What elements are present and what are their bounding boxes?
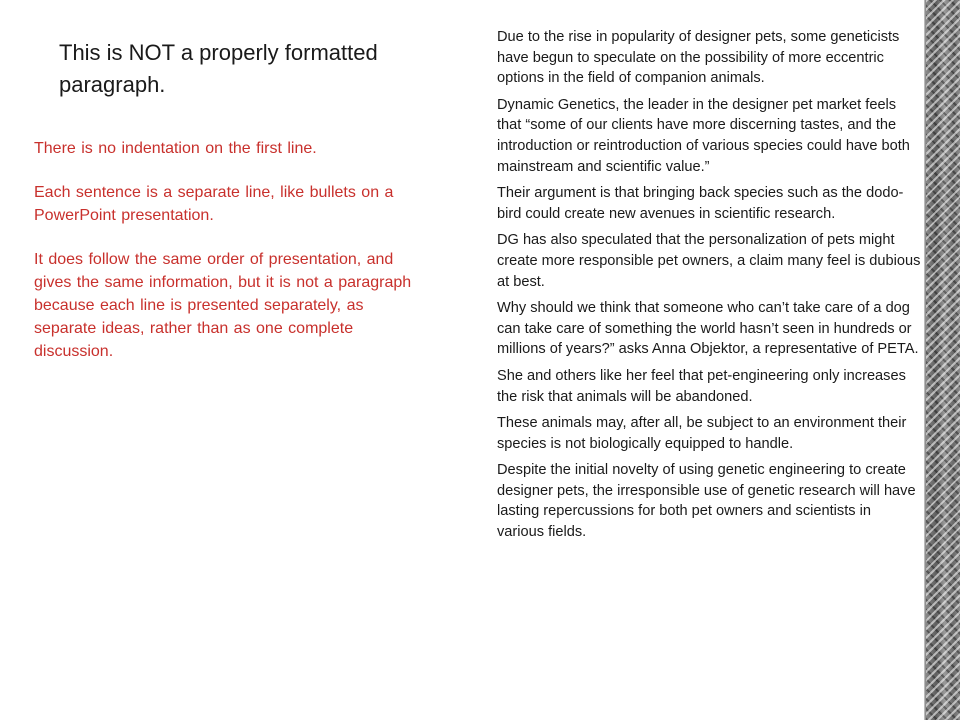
example-text xyxy=(497,27,921,549)
left-explanation xyxy=(34,137,426,384)
example-line: Dynamic Genetics, the leader in the designer pet market feels that “some of our clients have more discerning tastes, and the introduction or reintroduction of various species could have both mainstream and scientific value.” xyxy=(497,96,910,175)
slide-title: This is NOT a properly formatted paragraph. xyxy=(59,40,378,97)
decorative-stripe-border xyxy=(926,0,960,720)
left-point: There is no indentation on the first line. xyxy=(34,140,317,157)
example-line: These animals may, after all, be subject to an environment their species is not biologically equipped to handle. xyxy=(497,415,907,452)
example-line: DG has also speculated that the personalization of pets might create more responsible pet owners, a claim many feel is dubious at best. xyxy=(497,232,921,290)
left-point: Each sentence is a separate line, like bullets on a PowerPoint presentation. xyxy=(34,184,394,224)
example-line: Their argument is that bringing back species such as the dodo-bird could create new avenues in scientific research. xyxy=(497,185,904,222)
example-line: She and others like her feel that pet-engineering only increases the risk that animals will be abandoned. xyxy=(497,367,906,405)
example-line: Why should we think that someone who can’t take care of a dog can take care of something the world hasn’t seen in hundreds or millions of years?” asks Anna Objektor, a representative of PETA. xyxy=(497,300,919,358)
left-point: It does follow the same order of presentation, and gives the same information, but it is not a paragraph because each line is presented separately, as separate ideas, rather than as one complete discussion. xyxy=(34,251,412,360)
example-line: Due to the rise in popularity of designer pets, some geneticists have begun to speculate on the possibility of more eccentric options in the field of companion animals. xyxy=(497,29,900,87)
example-line: Despite the initial novelty of using genetic engineering to create designer pets, the irresponsible use of genetic research will have lasting repercussions for both pet owners and scientists in various fields. xyxy=(497,462,916,541)
